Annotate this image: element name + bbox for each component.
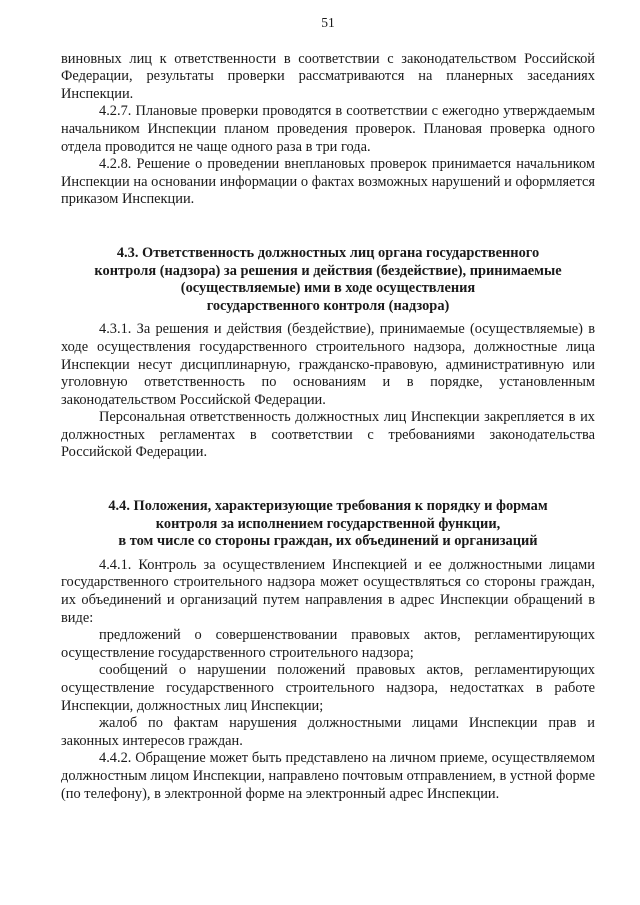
section-4-4-heading — [61, 498, 595, 551]
heading-line: в том числе со стороны граждан, их объединений и организаций — [118, 533, 538, 550]
section-spacer — [61, 209, 595, 245]
heading-line: (осуществляемые) ими в ходе осуществления — [180, 280, 476, 297]
list-item-proposals: предложений о совершенствовании правовых актов, регламентирующих осуществление государственного строительного надзора; — [61, 627, 595, 661]
section-4-3-heading — [61, 245, 595, 315]
heading-line: 4.3. Ответственность должностных лиц органа государственного — [116, 244, 540, 261]
heading-line: контроля (надзора) за решения и действия (бездействие), принимаемые — [94, 262, 562, 279]
paragraph-continuation: виновных лиц к ответственности в соответствии с законодательством Российской Федерации, результаты проверки рассматриваются на планерных заседаниях Инспекции. — [61, 50, 595, 102]
heading-line: 4.4. Положения, характеризующие требования к порядку и формам — [108, 498, 548, 515]
page-number: 51 — [321, 15, 335, 30]
paragraph-4-3-1: 4.3.1. За решения и действия (бездействие), принимаемые (осуществляемые) в ходе осуществления государственного строительного надзора, должностные лица Инспекции несут дисциплинарную, гражданско-правовую, административную или уголовную ответственность по основаниям и в порядке, установленным законодательством Российской Федерации. — [61, 321, 595, 408]
paragraph-4-2-8: 4.2.8. Решение о проведении внеплановых проверок принимается начальником Инспекции на основании информации о фактах возможных нарушений и оформляется приказом Инспекции. — [61, 156, 595, 208]
paragraph-4-2-7: 4.2.7. Плановые проверки проводятся в соответствии с ежегодно утверждаемым начальником Инспекции планом проведения проверок. Плановая проверка одного отдела проводится не чаще одного раза в три года. — [61, 103, 595, 155]
document-page — [61, 14, 595, 803]
paragraph-4-4-2: 4.4.2. Обращение может быть представлено на личном приеме, осуществляемом должностным лицом Инспекции, направлено почтовым отправлением, в устной форме (по телефону), в электронной форме на электронный адрес Инспекции. — [61, 750, 595, 802]
paragraph-4-4-1: 4.4.1. Контроль за осуществлением Инспекцией и ее должностными лицами государственного строительного надзора может осуществляться со стороны граждан, их объединений и организаций путем направления в адрес Инспекции обращений в виде: — [61, 556, 595, 626]
list-item-complaints: жалоб по фактам нарушения должностными лицами Инспекции прав и законных интересов граждан. — [61, 715, 595, 749]
heading-line: государственного контроля (надзора) — [206, 297, 450, 314]
section-spacer — [61, 462, 595, 498]
paragraph-personal-responsibility: Персональная ответственность должностных лиц Инспекции закрепляется в их должностных регламентах в соответствии с требованиями законодательства Российской Федерации. — [61, 409, 595, 461]
heading-line: контроля за исполнением государственной функции, — [155, 515, 501, 532]
list-item-reports: сообщений о нарушении положений правовых актов, регламентирующих осуществление государственного строительного надзора, недостатках в работе Инспекции, должностных лиц Инспекции; — [61, 662, 595, 714]
